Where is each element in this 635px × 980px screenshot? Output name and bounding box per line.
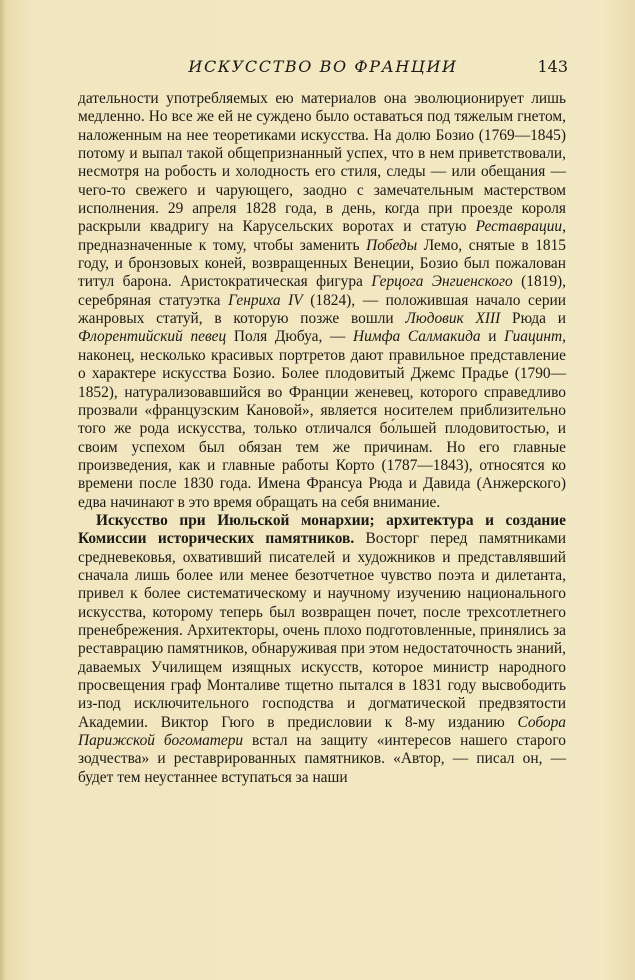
italic-title: Собора Парижской богоматери: [78, 713, 566, 750]
italic-title: Людовик XIII: [405, 310, 501, 328]
text-run: и: [480, 328, 505, 346]
text-run: Рюда и: [500, 310, 566, 328]
text-run: (1819), серебряная статуэтка: [78, 273, 567, 309]
text-run: Восторг перед памятниками средневековья, охвативший писателей и художников и представлявший сначала лишь более или менее безотчетное чувство поэта и дилетанта, привел к более систематическому и научному изучению национального искусства, которому теперь был возвращен почет, после трехсотлетнего пренебрежения. Архитекторы, очень плохо подготовленные, принялись за реставрацию памятников, обнаруживая при этом недостаточность знаний, даваемых Училищем изящных искусств, которое министр народного просвещения граф Монталиве тщетно пытался в 1831 году высвободить из-под исключительного господства и догматической предвзятости Академии. Виктор Гюго в предисловии к 8-му изданию: [78, 530, 566, 731]
italic-title: Герцога Энгиенского: [371, 273, 513, 291]
italic-title: Гиацинт: [504, 328, 563, 346]
italic-title: Реставрации: [475, 218, 563, 236]
page-header: [78, 57, 568, 81]
paragraph-1: [78, 90, 566, 512]
page-number: 143: [537, 57, 568, 76]
running-head: ИСКУССТВО ВО ФРАНЦИИ: [188, 57, 458, 76]
text-run: , предназначенные к тому, чтобы заменить: [78, 218, 566, 254]
italic-title: Флорентийский певец: [78, 328, 227, 346]
text-run: встал на защиту «интересов нашего старого зодчества» и реставрированных памятников. «Автор, — писал он, — будет тем неустаннее вступаться за наши: [78, 732, 566, 786]
text-run: Поля Дюбуа, —: [226, 328, 353, 346]
text-run: Лемо, снятые в 1815 году, и бронзовых коней, возвращенных Венеции, Бозио был пожалован титул барона. Аристократическая фигура: [78, 236, 566, 291]
italic-title: Нимфа Салмакида: [353, 328, 481, 346]
paragraph-2: [78, 512, 566, 787]
italic-title: Генриха IV: [228, 291, 303, 309]
page-gutter-shadow: [0, 0, 6, 980]
body-text: [78, 90, 566, 787]
italic-title: Победы: [366, 236, 418, 254]
section-run-in-heading: Искусство при Июльской монархии; архитектура и создание Комиссии исторических памятников.: [78, 511, 566, 548]
text-run: (1824), — положившая начало серии жанровых статуй, в которую позже вошли: [78, 291, 566, 328]
text-run: дательности употребляемых ею материалов она эволюционирует лишь медленно. Но все же ей не суждено было оставаться под тяжелым гнетом, наложенным на нее теоретиками искусства. На долю Бозио (1769—1845) потому и выпал такой общепризнанный успех, что в нем приветствовали, несмотря на робость и холодность его стиля, следы — или обещания — чего-то свежего и чарующего, заодно с замечательным мастерством исполнения. 29 апреля 1828 года, в день, когда при проезде короля раскрыли квадригу на Карусельских воротах и статую: [78, 90, 566, 236]
text-run: , наконец, несколько красивых портретов дают правильное представление о характере искусства Бозио. Более плодовитый Джемс Прадье (1790—1852), натурализовавшийся во Франции женевец, которого справедливо прозвали «французским Кановой», является носителем приблизительно того же рода искусства, только отличался бо́льшей плодовитостью, и своим успехом был обязан тем же причинам. Но его главные произведения, как и главные работы Корто (1787—1843), относятся ко времени после 1830 года. Имена Франсуа Рюда и Давида (Анжерского) едва начинают в это время обращать на себя внимание.: [78, 328, 566, 511]
